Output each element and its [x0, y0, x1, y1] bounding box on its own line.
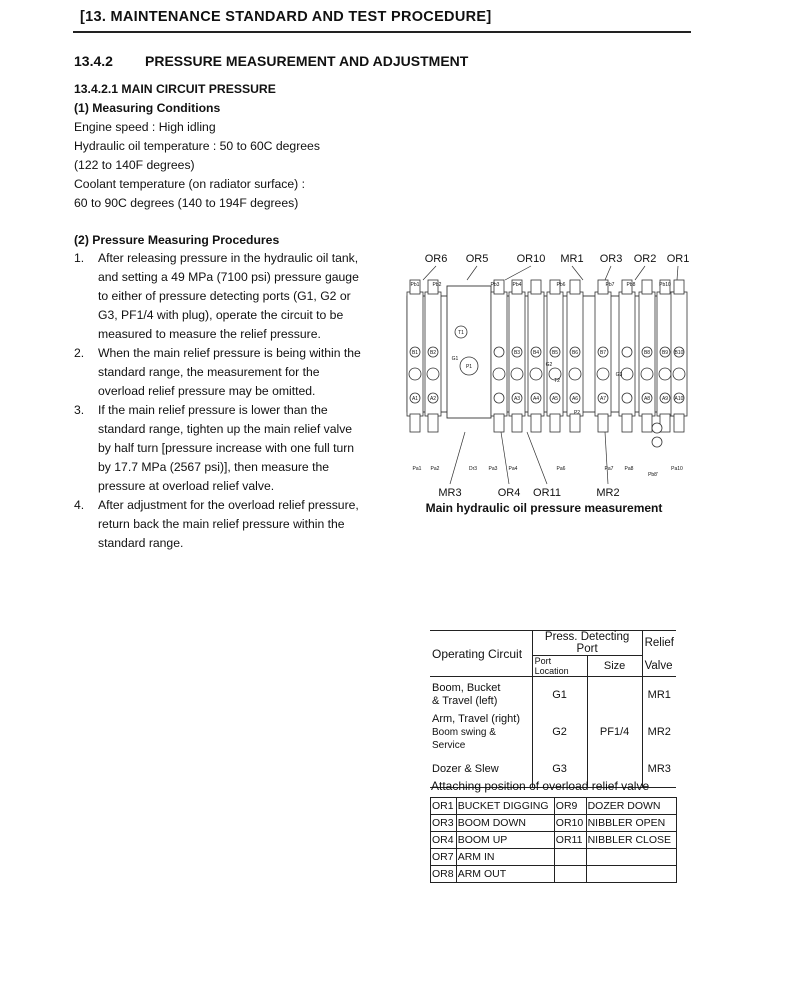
port-label-bottom: Pa7 — [604, 466, 614, 472]
procedure-list — [74, 249, 364, 553]
condition-line: Hydraulic oil temperature : 50 to 60C degrees — [74, 139, 320, 153]
leader-line — [467, 266, 477, 280]
or-function: DOZER DOWN — [586, 798, 676, 815]
procedure-step — [74, 249, 364, 344]
conditions-heading: (1) Measuring Conditions — [74, 101, 221, 115]
step-number: 1. — [74, 251, 85, 265]
procedure-step — [74, 344, 364, 401]
condition-line: (122 to 140F degrees) — [74, 158, 195, 172]
port-ring — [673, 368, 685, 380]
bottom-label-mr3: MR3 — [438, 487, 462, 499]
col-port-location: Port Location — [532, 656, 587, 677]
condition-line: Engine speed : High idling — [74, 120, 216, 134]
port-cell: G2 — [532, 713, 587, 752]
or-function: NIBBLER CLOSE — [586, 832, 676, 849]
table-row — [431, 832, 677, 849]
b-port-label: B2 — [429, 350, 437, 356]
a-port-label: A4 — [532, 396, 540, 402]
overload-relief-table — [430, 797, 677, 883]
port-label-bottom: Pa3 — [488, 466, 498, 472]
circuit-line: Boom, Bucket — [432, 681, 501, 694]
port-cell: G3 — [532, 752, 587, 788]
leader-line — [572, 266, 583, 280]
b-port-label: B8 — [643, 350, 651, 356]
a-port-ring — [494, 393, 504, 403]
table-row — [431, 815, 677, 832]
gauge-label-g3: G3 — [615, 372, 623, 378]
gauge-label-g1: G1 — [451, 356, 459, 362]
port-label-bottom: Pa1 — [412, 466, 422, 472]
valve-cell: MR2 — [647, 726, 671, 738]
table-row — [431, 798, 677, 815]
valve-cell: MR3 — [642, 752, 676, 788]
figure-caption: Main hydraulic oil pressure measurement — [425, 501, 663, 515]
port-label-bottom: Dr3 — [468, 466, 478, 472]
port-ring — [427, 368, 439, 380]
tank-port-label: T1 — [458, 330, 464, 336]
port-label-bottom: Pa2 — [430, 466, 440, 472]
port-label-bottom: Pa6 — [556, 466, 566, 472]
port-label-bottom: Pa10 — [671, 466, 683, 472]
b-port-label: B9 — [661, 350, 669, 356]
spool-cap — [494, 414, 504, 432]
a-port-label: A1 — [411, 396, 419, 402]
spool-cap — [674, 280, 684, 294]
condition-line: 60 to 90C degrees (140 to 194F degrees) — [74, 196, 299, 210]
valve-diagram — [395, 248, 695, 520]
spool-cap — [674, 414, 684, 432]
spool-cap — [531, 280, 541, 294]
port-ring — [597, 368, 609, 380]
header-rule — [73, 31, 691, 33]
a-port-ring — [622, 393, 632, 403]
or-cell: OR1 — [431, 798, 457, 815]
b-port-label: B6 — [571, 350, 579, 356]
leader-line — [605, 432, 608, 484]
spool-cap — [550, 414, 560, 432]
port-ring — [511, 368, 523, 380]
procedure-step — [74, 401, 364, 496]
port-label-top: Pb8 — [626, 282, 636, 288]
port-ring — [409, 368, 421, 380]
step-text: After releasing pressure in the hydraulic oil tank, and setting a 49 MPa (7100 psi) pressure gauge to either of pressure detecting ports (G1, G2 or G3, PF1/4 with plug), operate the circuit to be measured to measure the relief pressure. — [98, 251, 359, 341]
port-label-top: Pb3 — [490, 282, 500, 288]
section-number: 13.4.2 — [74, 53, 113, 69]
a-port-label: A3 — [513, 396, 521, 402]
a-port-label: A8 — [643, 396, 651, 402]
size-cell: PF1/4 — [587, 677, 642, 788]
spool-cap — [570, 414, 580, 432]
or-cell: OR11 — [554, 832, 586, 849]
top-label-mr1: MR1 — [560, 253, 584, 265]
port-label-bottom: Pa4 — [508, 466, 518, 472]
or-cell: OR10 — [554, 815, 586, 832]
overload-table-title: Attaching position of overload relief valve — [431, 779, 650, 793]
main-relief-table — [430, 630, 676, 788]
port-label-top: Pb6 — [556, 282, 566, 288]
gauge-port-ring — [652, 423, 662, 433]
or-cell: OR8 — [431, 866, 457, 883]
port-label-top: Pb1 — [410, 282, 420, 288]
port-ring — [641, 368, 653, 380]
a-port-label: A6 — [571, 396, 579, 402]
leader-line — [501, 432, 509, 484]
circuit-line: Boom swing & Service — [432, 726, 496, 751]
top-label-or6: OR6 — [424, 253, 448, 265]
col-size: Size — [587, 656, 642, 677]
bottom-label-mr2: MR2 — [596, 487, 620, 499]
a-port-label: A2 — [429, 396, 437, 402]
step-text: If the main relief pressure is lower than the standard range, tighten up the main relief valve by half turn [pressure increase with one full turn by 17.7 MPa (2567 psi)], then measure the pressure at overload relief valve. — [98, 403, 355, 493]
or-function: ARM IN — [456, 849, 554, 866]
top-label-or10: OR10 — [516, 253, 546, 265]
condition-line: Coolant temperature (on radiator surface) : — [74, 177, 305, 191]
port-label-top: Pb7 — [605, 282, 615, 288]
col-circuit: Operating Circuit — [430, 631, 532, 677]
or-function: BUCKET DIGGING — [456, 798, 554, 815]
port-ring — [621, 368, 633, 380]
bottom-label-or11: OR11 — [533, 487, 561, 499]
a-port-label: A5 — [551, 396, 559, 402]
circuit-line: Dozer & Slew — [432, 763, 499, 776]
b-port-label: B7 — [599, 350, 607, 356]
or-function: NIBBLER OPEN — [586, 815, 676, 832]
or-function — [586, 849, 676, 866]
b-port-ring — [622, 347, 632, 357]
pump-port-label: P2 — [573, 410, 581, 416]
top-label-or3: OR3 — [599, 253, 623, 265]
port-ring — [530, 368, 542, 380]
pump-port-label: P1 — [465, 364, 473, 370]
spool-cap — [410, 414, 420, 432]
col-relief-1: Relief — [642, 631, 676, 656]
bottom-label-or4: OR4 — [497, 487, 521, 499]
or-cell — [554, 866, 586, 883]
step-text: After adjustment for the overload relief pressure, return back the main relief pressure within the standard range. — [98, 498, 359, 550]
spool-cap — [642, 414, 652, 432]
step-text: When the main relief pressure is being within the standard range, the measurement for the overload relief pressure may be omitted. — [98, 346, 361, 398]
leader-line — [527, 432, 547, 484]
port-label-top: Pb10 — [659, 282, 671, 288]
subsection-title: 13.4.2.1 MAIN CIRCUIT PRESSURE — [74, 82, 276, 96]
valve-cell: MR1 — [647, 688, 671, 701]
or-cell: OR4 — [431, 832, 457, 849]
inlet-section — [447, 286, 491, 418]
spool-cap — [622, 414, 632, 432]
port-ring — [569, 368, 581, 380]
tank-port-label: T2 — [554, 378, 560, 384]
b-port-label: B4 — [532, 350, 540, 356]
a-port-label: A10 — [674, 396, 684, 402]
table-row — [431, 866, 677, 883]
spool-cap — [531, 414, 541, 432]
port-cell: G1 — [532, 677, 587, 713]
b-port-label: B1 — [411, 350, 419, 356]
table-row — [430, 677, 676, 713]
or-cell — [554, 849, 586, 866]
or-cell: OR9 — [554, 798, 586, 815]
leader-line — [605, 266, 611, 280]
section-title-text: PRESSURE MEASUREMENT AND ADJUSTMENT — [145, 53, 469, 69]
col-relief-2: Valve — [642, 656, 676, 677]
gauge-port-ring — [652, 437, 662, 447]
a-port-label: A7 — [599, 396, 607, 402]
b-port-label: B10 — [674, 350, 684, 356]
measuring-conditions — [74, 99, 374, 213]
leader-line — [423, 266, 436, 280]
procedure-step — [74, 496, 364, 553]
circuit-line: Arm, Travel (right) — [432, 712, 521, 725]
leader-line — [635, 266, 645, 280]
or-function: BOOM DOWN — [456, 815, 554, 832]
spool-cap — [512, 414, 522, 432]
col-port: Press. Detecting Port — [532, 631, 642, 656]
top-label-or1: OR1 — [666, 253, 690, 265]
table-row — [431, 849, 677, 866]
chapter-header: [13. MAINTENANCE STANDARD AND TEST PROCEDURE] — [80, 9, 492, 25]
spool-cap — [642, 280, 652, 294]
section-title — [74, 53, 468, 69]
or-function: BOOM UP — [456, 832, 554, 849]
port-label-bottom: Pa8 — [624, 466, 634, 472]
port-label-bottom: Pb8' — [648, 472, 658, 478]
gauge-label-g2: G2 — [545, 362, 553, 368]
leader-line — [677, 266, 678, 280]
b-port-label: B3 — [513, 350, 521, 356]
spool-cap — [428, 414, 438, 432]
spool-cap — [570, 280, 580, 294]
leader-line — [450, 432, 465, 484]
top-label-or5: OR5 — [465, 253, 489, 265]
step-number: 4. — [74, 498, 85, 512]
b-port-label: B5 — [551, 350, 559, 356]
circuit-line: & Travel (left) — [432, 694, 498, 707]
port-ring — [493, 368, 505, 380]
port-ring — [659, 368, 671, 380]
or-function — [586, 866, 676, 883]
top-label-or2: OR2 — [633, 253, 657, 265]
procedures-heading: (2) Pressure Measuring Procedures — [74, 233, 280, 247]
or-cell: OR7 — [431, 849, 457, 866]
or-function: ARM OUT — [456, 866, 554, 883]
spool-cap — [598, 414, 608, 432]
step-number: 3. — [74, 403, 85, 417]
b-port-ring — [494, 347, 504, 357]
step-number: 2. — [74, 346, 85, 360]
leader-line — [505, 266, 531, 280]
a-port-label: A9 — [661, 396, 669, 402]
port-label-top: Pb2 — [432, 282, 442, 288]
or-cell: OR3 — [431, 815, 457, 832]
port-label-top: Pb4 — [512, 282, 522, 288]
